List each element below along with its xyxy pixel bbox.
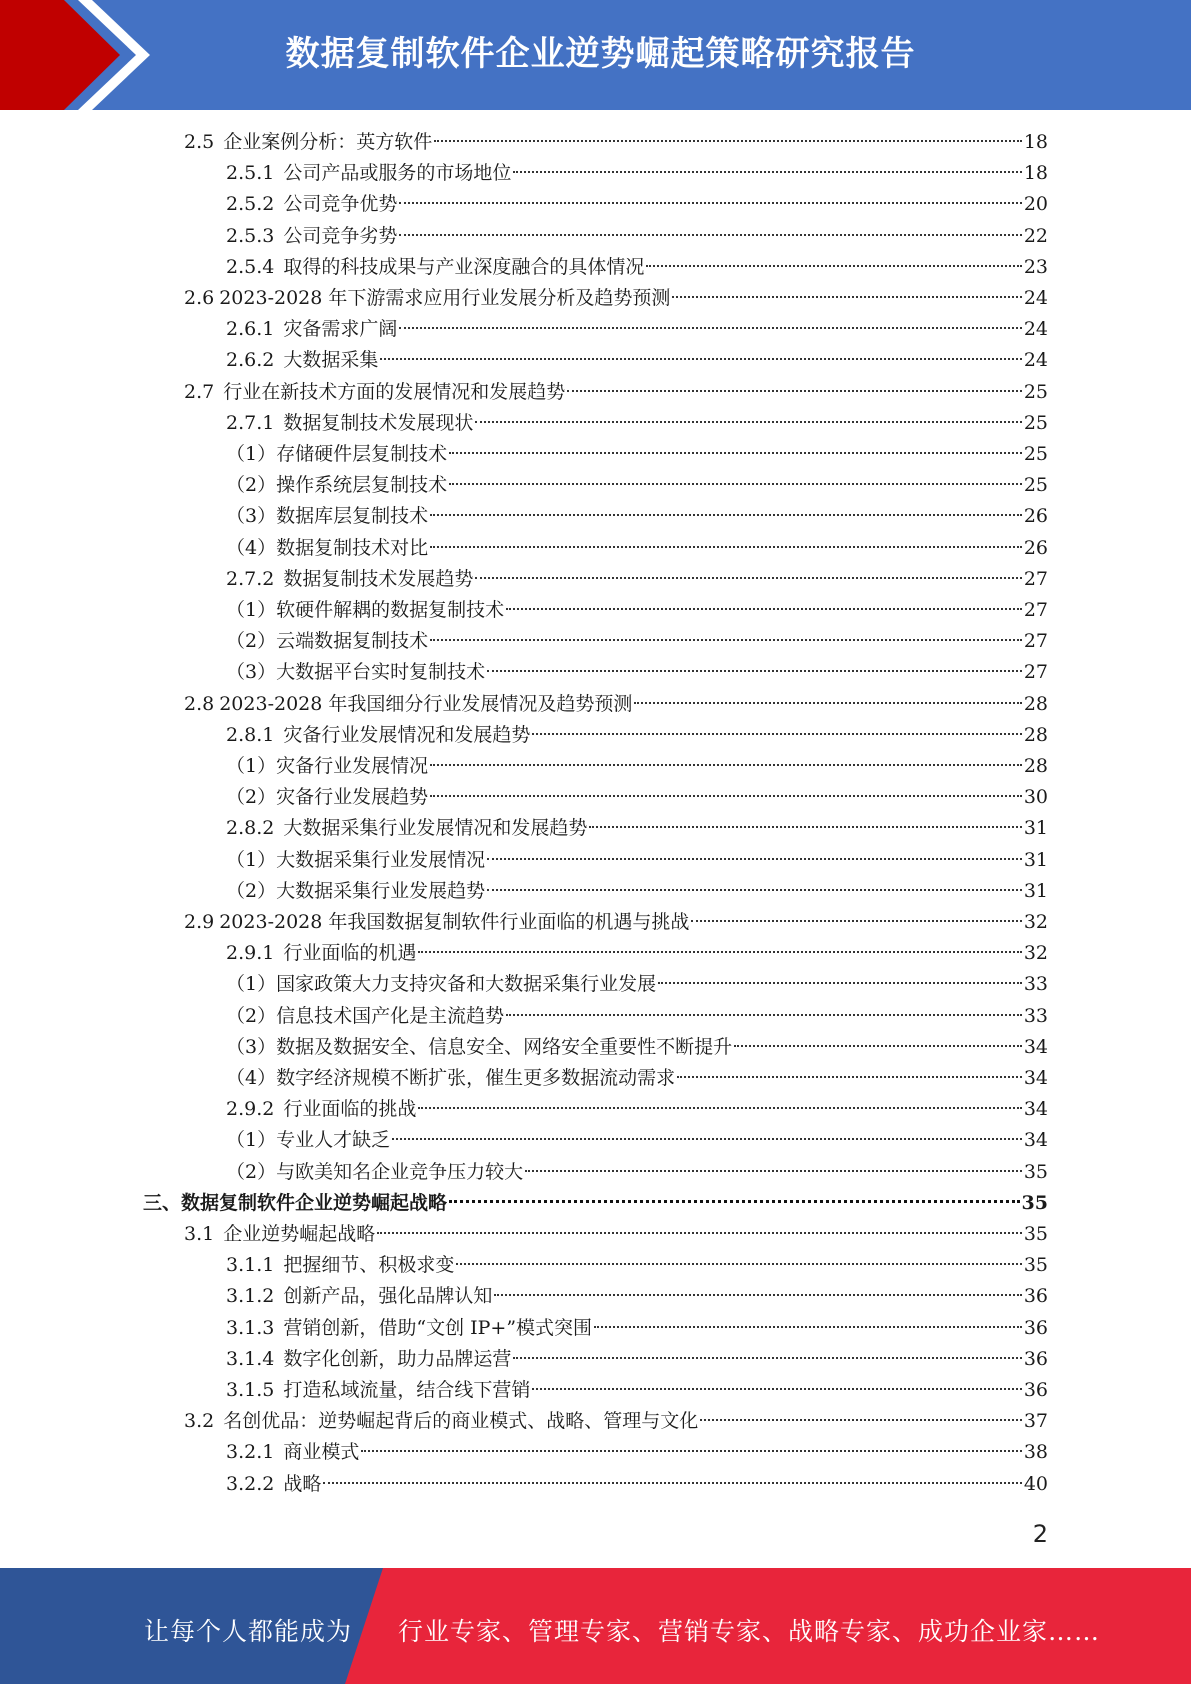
toc-entry-page: 32 xyxy=(1023,942,1048,964)
toc-entry[interactable] xyxy=(226,1063,1048,1094)
toc-entry-label: 2023-2028 年我国数据复制软件行业面临的机遇与挑战 xyxy=(219,911,690,933)
toc-dot-leader xyxy=(430,514,1022,516)
toc-entry-page: 35 xyxy=(1021,1192,1048,1214)
toc-entry-label: 存储硬件层复制技术 xyxy=(276,443,448,465)
toc-entry-page: 36 xyxy=(1023,1285,1048,1307)
toc-dot-leader xyxy=(449,483,1022,485)
toc-dot-leader xyxy=(494,1294,1021,1296)
toc-dot-leader xyxy=(456,1263,1021,1265)
toc-entry-number: （1） xyxy=(226,1129,277,1151)
toc-entry-label: 大数据采集行业发展情况和发展趋势 xyxy=(283,817,588,839)
toc-entry-page: 34 xyxy=(1023,1067,1048,1089)
toc-entry[interactable] xyxy=(184,907,1048,938)
toc-entry-label: 营销创新，借助“文创 IP+”模式突围 xyxy=(283,1317,593,1339)
toc-entry-number: 2.7 xyxy=(184,381,215,403)
toc-entry[interactable] xyxy=(226,1375,1048,1406)
toc-entry-label: 灾备行业发展情况 xyxy=(276,755,429,777)
toc-entry-page: 40 xyxy=(1023,1473,1048,1495)
toc-dot-leader xyxy=(513,1357,1021,1359)
toc-dot-leader xyxy=(399,327,1021,329)
toc-entry-number: （2） xyxy=(226,1161,277,1183)
toc-entry-label: 数字经济规模不断扩张，催生更多数据流动需求 xyxy=(276,1067,676,1089)
toc-entry-label: 云端数据复制技术 xyxy=(276,630,429,652)
toc-entry-page: 20 xyxy=(1023,193,1048,215)
toc-entry[interactable] xyxy=(226,1032,1048,1063)
toc-entry-page: 32 xyxy=(1023,911,1048,933)
toc-entry-label: 商业模式 xyxy=(283,1441,360,1463)
toc-entry-page: 25 xyxy=(1023,381,1048,403)
toc-entry-label: 行业在新技术方面的发展情况和发展趋势 xyxy=(223,381,566,403)
toc-dot-leader xyxy=(525,1170,1022,1172)
toc-entry[interactable] xyxy=(226,813,1048,844)
toc-entry-page: 26 xyxy=(1023,537,1048,559)
toc-entry[interactable] xyxy=(226,1469,1048,1500)
toc-entry-label: 数据复制技术发展现状 xyxy=(283,412,474,434)
toc-entry-label: 企业逆势崛起战略 xyxy=(223,1223,376,1245)
toc-entry-page: 31 xyxy=(1023,880,1048,902)
toc-entry-number: 2.5.4 xyxy=(226,256,275,278)
toc-entry[interactable] xyxy=(226,345,1048,376)
toc-entry-page: 26 xyxy=(1023,505,1048,527)
toc-entry-number: 3.1 xyxy=(184,1223,215,1245)
toc-entry[interactable] xyxy=(226,1344,1048,1375)
toc-entry-number: 3.2 xyxy=(184,1410,215,1432)
toc-entry-number: 2.5.1 xyxy=(226,162,275,184)
toc-entry[interactable] xyxy=(226,1250,1048,1281)
toc-entry-label: 操作系统层复制技术 xyxy=(276,474,448,496)
toc-dot-leader xyxy=(646,265,1021,267)
toc-entry-page: 33 xyxy=(1023,973,1048,995)
toc-entry[interactable] xyxy=(226,189,1048,220)
toc-dot-leader xyxy=(691,920,1021,922)
toc-entry-page: 33 xyxy=(1023,1005,1048,1027)
toc-entry[interactable] xyxy=(226,314,1048,345)
toc-entry-page: 25 xyxy=(1023,474,1048,496)
toc-entry-number: （2） xyxy=(226,1005,277,1027)
toc-entry-number: （2） xyxy=(226,630,277,652)
toc-entry-page: 35 xyxy=(1023,1161,1048,1183)
toc-entry-number: 三、 xyxy=(143,1192,182,1214)
toc-entry[interactable] xyxy=(226,845,1048,876)
toc-entry-number: 2.7.1 xyxy=(226,412,275,434)
toc-entry-page: 27 xyxy=(1023,630,1048,652)
toc-entry-number: （2） xyxy=(226,880,277,902)
toc-entry[interactable] xyxy=(184,1219,1048,1250)
toc-entry-label: 公司竞争劣势 xyxy=(283,225,398,247)
toc-dot-leader xyxy=(399,234,1021,236)
toc-entry-label: 名创优品：逆势崛起背后的商业模式、战略、管理与文化 xyxy=(223,1410,699,1432)
toc-entry[interactable] xyxy=(226,564,1048,595)
toc-entry-page: 25 xyxy=(1023,412,1048,434)
toc-entry-page: 35 xyxy=(1023,1254,1048,1276)
toc-dot-leader xyxy=(418,951,1021,953)
toc-dot-leader xyxy=(658,982,1022,984)
toc-entry[interactable] xyxy=(226,595,1048,626)
toc-entry-label: 数字化创新，助力品牌运营 xyxy=(283,1348,512,1370)
toc-dot-leader xyxy=(677,1076,1022,1078)
toc-entry-number: （3） xyxy=(226,661,277,683)
footer-slogan-right: 行业专家、管理专家、营销专家、战略专家、成功企业家…… xyxy=(398,1617,1101,1646)
toc-entry[interactable] xyxy=(184,689,1048,720)
page-number: 2 xyxy=(1032,1520,1048,1548)
toc-entry-label: 2023-2028 年下游需求应用行业发展分析及趋势预测 xyxy=(219,287,671,309)
toc-dot-leader xyxy=(475,577,1021,579)
toc-entry[interactable] xyxy=(184,377,1048,408)
toc-dot-leader xyxy=(377,1232,1022,1234)
toc-entry[interactable] xyxy=(226,1313,1048,1344)
toc-entry-number: 2.5.2 xyxy=(226,193,275,215)
toc-entry-page: 24 xyxy=(1023,318,1048,340)
toc-entry[interactable] xyxy=(226,158,1048,189)
toc-entry-page: 24 xyxy=(1023,287,1048,309)
toc-dot-leader xyxy=(589,826,1021,828)
toc-dot-leader xyxy=(532,733,1021,735)
toc-entry-label: 打造私域流量，结合线下营销 xyxy=(283,1379,531,1401)
toc-entry-label: 2023-2028 年我国细分行业发展情况及趋势预测 xyxy=(219,693,633,715)
toc-entry-label: 行业面临的机遇 xyxy=(283,942,417,964)
toc-entry[interactable] xyxy=(226,1281,1048,1312)
toc-entry-label: 数据复制软件企业逆势崛起战略 xyxy=(181,1192,448,1214)
toc-entry-label: 数据库层复制技术 xyxy=(276,505,429,527)
toc-entry-label: 灾备行业发展情况和发展趋势 xyxy=(283,724,531,746)
toc-entry-label: 国家政策大力支持灾备和大数据采集行业发展 xyxy=(276,973,657,995)
toc-entry-page: 27 xyxy=(1023,661,1048,683)
footer-slogan-left: 让每个人都能成为 xyxy=(144,1617,353,1646)
toc-entry[interactable] xyxy=(226,969,1048,1000)
toc-dot-leader xyxy=(475,421,1021,423)
toc-dot-leader xyxy=(634,702,1021,704)
toc-entry[interactable] xyxy=(184,1406,1048,1437)
toc-dot-leader xyxy=(434,140,1022,142)
toc-entry[interactable] xyxy=(226,1157,1048,1188)
toc-entry-label: 数据复制技术对比 xyxy=(276,537,429,559)
toc-entry-number: 2.6 xyxy=(184,287,215,309)
toc-entry[interactable] xyxy=(226,533,1048,564)
toc-entry-number: （3） xyxy=(226,1036,277,1058)
toc-entry-number: 2.8.1 xyxy=(226,724,275,746)
toc-entry-label: 取得的科技成果与产业深度融合的具体情况 xyxy=(283,256,645,278)
toc-entry-number: 3.2.2 xyxy=(226,1473,275,1495)
toc-entry-page: 31 xyxy=(1023,849,1048,871)
toc-entry-page: 34 xyxy=(1023,1036,1048,1058)
toc-entry-number: 2.9.2 xyxy=(226,1098,275,1120)
toc-entry[interactable] xyxy=(143,1188,1048,1219)
toc-entry-page: 25 xyxy=(1023,443,1048,465)
header-band xyxy=(0,0,1191,110)
toc-entry-label: 专业人才缺乏 xyxy=(276,1129,391,1151)
toc-entry-number: （2） xyxy=(226,786,277,808)
toc-entry-page: 28 xyxy=(1023,724,1048,746)
toc-entry[interactable] xyxy=(226,1001,1048,1032)
toc-entry-page: 23 xyxy=(1023,256,1048,278)
toc-entry[interactable] xyxy=(226,876,1048,907)
toc-entry-label: 与欧美知名企业竞争压力较大 xyxy=(276,1161,524,1183)
toc-entry[interactable] xyxy=(226,470,1048,501)
toc-entry-label: 大数据采集 xyxy=(283,349,379,371)
toc-dot-leader xyxy=(399,202,1021,204)
toc-entry-number: 2.8.2 xyxy=(226,817,275,839)
toc-entry-label: 公司产品或服务的市场地位 xyxy=(283,162,512,184)
toc-dot-leader xyxy=(449,452,1022,454)
toc-entry-page: 28 xyxy=(1023,755,1048,777)
toc-dot-leader xyxy=(506,1014,1022,1016)
toc-entry[interactable] xyxy=(226,501,1048,532)
toc-entry-page: 28 xyxy=(1023,693,1048,715)
toc-entry-label: 数据复制技术发展趋势 xyxy=(283,568,474,590)
toc-dot-leader xyxy=(672,296,1021,298)
toc-entry-page: 36 xyxy=(1023,1348,1048,1370)
toc-entry-page: 22 xyxy=(1023,225,1048,247)
toc-dot-leader xyxy=(567,390,1022,392)
toc-entry-label: 灾备需求广阔 xyxy=(283,318,398,340)
toc-dot-leader xyxy=(392,1138,1022,1140)
toc-dot-leader xyxy=(449,1200,1020,1203)
toc-entry[interactable] xyxy=(184,283,1048,314)
toc-entry-page: 37 xyxy=(1023,1410,1048,1432)
toc-entry-label: 创新产品，强化品牌认知 xyxy=(283,1285,493,1307)
toc-entry-number: 3.1.3 xyxy=(226,1317,275,1339)
toc-entry-number: 2.9 xyxy=(184,911,215,933)
toc-dot-leader xyxy=(487,858,1022,860)
toc-entry-number: （2） xyxy=(226,474,277,496)
toc-entry-number: （3） xyxy=(226,505,277,527)
toc-entry-number: 2.5 xyxy=(184,131,215,153)
toc-entry-number: 2.7.2 xyxy=(226,568,275,590)
toc-entry[interactable] xyxy=(226,782,1048,813)
toc-entry[interactable] xyxy=(226,1125,1048,1156)
toc-entry-label: 信息技术国产化是主流趋势 xyxy=(276,1005,505,1027)
toc-entry[interactable] xyxy=(226,938,1048,969)
toc-entry-page: 34 xyxy=(1023,1098,1048,1120)
toc-dot-leader xyxy=(734,1045,1022,1047)
toc-entry[interactable] xyxy=(226,439,1048,470)
toc-entry-number: （1） xyxy=(226,755,277,777)
toc-entry[interactable] xyxy=(226,720,1048,751)
toc-entry-number: 3.1.1 xyxy=(226,1254,275,1276)
toc-entry-label: 行业面临的挑战 xyxy=(283,1098,417,1120)
toc-dot-leader xyxy=(361,1450,1021,1452)
toc-dot-leader xyxy=(430,764,1022,766)
toc-entry-page: 36 xyxy=(1023,1379,1048,1401)
toc-entry-page: 35 xyxy=(1023,1223,1048,1245)
toc-entry-number: 2.5.3 xyxy=(226,225,275,247)
toc-entry-number: 2.6.1 xyxy=(226,318,275,340)
toc-entry[interactable] xyxy=(226,751,1048,782)
toc-entry-page: 27 xyxy=(1023,568,1048,590)
toc-entry[interactable] xyxy=(226,408,1048,439)
toc-entry[interactable] xyxy=(226,1437,1048,1468)
toc-entry-page: 27 xyxy=(1023,599,1048,621)
toc-entry-label: 灾备行业发展趋势 xyxy=(276,786,429,808)
toc-entry-label: 大数据采集行业发展情况 xyxy=(276,849,486,871)
toc-entry[interactable] xyxy=(226,221,1048,252)
toc-entry-number: 3.1.5 xyxy=(226,1379,275,1401)
toc-entry-number: 3.1.2 xyxy=(226,1285,275,1307)
toc-entry-label: 把握细节、积极求变 xyxy=(283,1254,455,1276)
toc-dot-leader xyxy=(430,546,1022,548)
toc-entry-number: 3.1.4 xyxy=(226,1348,275,1370)
toc-entry-number: 3.2.1 xyxy=(226,1441,275,1463)
toc-entry[interactable] xyxy=(226,252,1048,283)
toc-entry-page: 38 xyxy=(1023,1441,1048,1463)
toc-entry[interactable] xyxy=(226,626,1048,657)
toc-entry-label: 战略 xyxy=(283,1473,322,1495)
toc-entry-number: 2.8 xyxy=(184,693,215,715)
toc-entry-label: 软硬件解耦的数据复制技术 xyxy=(276,599,505,621)
toc-entry-number: （4） xyxy=(226,1067,277,1089)
toc-entry-label: 大数据采集行业发展趋势 xyxy=(276,880,486,902)
toc-dot-leader xyxy=(487,889,1022,891)
report-title: 数据复制软件企业逆势崛起策略研究报告 xyxy=(285,34,916,74)
toc-entry-page: 18 xyxy=(1023,162,1048,184)
toc-entry-label: 大数据平台实时复制技术 xyxy=(276,661,486,683)
toc-dot-leader xyxy=(323,1482,1021,1484)
toc-entry-label: 公司竞争优势 xyxy=(283,193,398,215)
toc-entry-page: 24 xyxy=(1023,349,1048,371)
toc-entry-page: 31 xyxy=(1023,817,1048,839)
toc-entry-label: 企业案例分析：英方软件 xyxy=(223,131,433,153)
toc-entry-number: （1） xyxy=(226,443,277,465)
toc-entry-number: 2.6.2 xyxy=(226,349,275,371)
toc-entry[interactable] xyxy=(226,1094,1048,1125)
footer-band xyxy=(0,1568,1191,1684)
toc-entry-page: 36 xyxy=(1023,1317,1048,1339)
toc-dot-leader xyxy=(487,670,1022,672)
toc-entry-page: 18 xyxy=(1023,131,1048,153)
toc-dot-leader xyxy=(700,1419,1022,1421)
toc-dot-leader xyxy=(506,608,1022,610)
toc-entry-number: （1） xyxy=(226,973,277,995)
toc-dot-leader xyxy=(380,358,1021,360)
toc-entry-number: （1） xyxy=(226,849,277,871)
toc-entry-number: （4） xyxy=(226,537,277,559)
toc-dot-leader xyxy=(594,1326,1022,1328)
toc-entry-page: 34 xyxy=(1023,1129,1048,1151)
toc-entry-label: 数据及数据安全、信息安全、网络安全重要性不断提升 xyxy=(276,1036,733,1058)
toc-dot-leader xyxy=(532,1388,1021,1390)
toc-entry[interactable] xyxy=(184,127,1048,158)
toc-dot-leader xyxy=(418,1107,1021,1109)
toc-entry-number: 2.9.1 xyxy=(226,942,275,964)
toc-dot-leader xyxy=(513,171,1021,173)
toc-dot-leader xyxy=(430,639,1022,641)
toc-dot-leader xyxy=(430,795,1022,797)
toc-entry-page: 30 xyxy=(1023,786,1048,808)
toc-entry-number: （1） xyxy=(226,599,277,621)
toc-entry[interactable] xyxy=(226,657,1048,688)
